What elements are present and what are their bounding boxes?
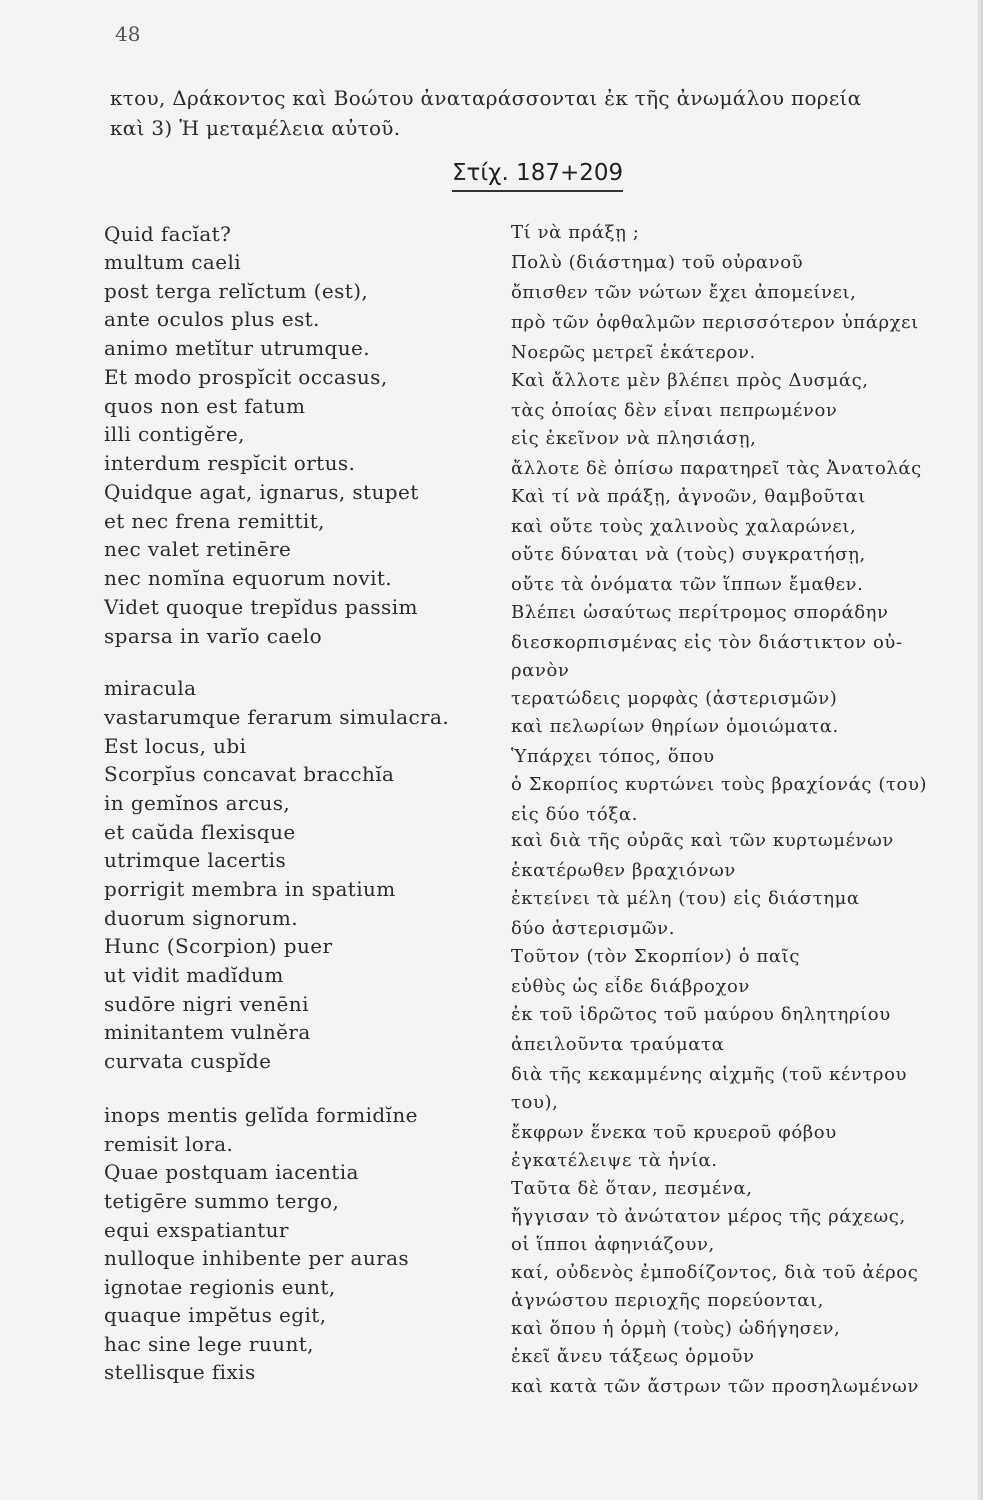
latin-verse-line: in gemĭnos arcus, xyxy=(104,791,291,815)
greek-translation-line: εἰς ἐκεῖνον νὰ πλησιάσῃ, xyxy=(511,428,757,449)
greek-translation-line: καὶ κατὰ τῶν ἄστρων τῶν προσηλωμένων xyxy=(511,1376,919,1397)
greek-translation-line: τερατώδεις μορφὰς (ἀστερισμῶν) xyxy=(511,688,838,709)
latin-verse-line: et nec frena remittit, xyxy=(104,509,325,533)
greek-translation-line: πρὸ τῶν ὀφθαλμῶν περισσότερον ὑπάρχει xyxy=(511,312,919,333)
greek-translation-line: καὶ οὔτε τοὺς χαλινοὺς χαλαρώνει, xyxy=(511,516,857,537)
latin-verse-line: curvata cuspĭde xyxy=(104,1049,272,1073)
latin-verse-line: Quid facĭat? xyxy=(104,222,232,246)
latin-verse-line: multum caeli xyxy=(104,250,242,274)
greek-translation-line: Νοερῶς μετρεῖ ἑκάτερον. xyxy=(511,342,756,363)
greek-translation-line: Τί νὰ πράξῃ ; xyxy=(511,222,640,243)
latin-verse-line: et caŭda flexisque xyxy=(104,820,296,844)
latin-verse-line: Scorpĭus concavat bracchĭa xyxy=(104,762,395,786)
latin-verse-line: quaque impĕtus egit, xyxy=(104,1303,327,1327)
latin-verse-line: vastarumque ferarum simulacra. xyxy=(104,705,450,729)
greek-translation-line: Καὶ ἄλλοτε μὲν βλέπει πρὸς Δυσμάς, xyxy=(511,370,869,391)
latin-verse-line: inops mentis gelĭda formidĭne xyxy=(104,1103,418,1127)
latin-verse-line: Videt quoque trepĭdus passim xyxy=(104,595,418,619)
latin-verse-line: Hunc (Scorpion) puer xyxy=(104,934,333,958)
greek-translation-line: οὔτε τὰ ὀνόματα τῶν ἵππων ἔμαθεν. xyxy=(511,574,864,595)
latin-verse-line: tetigēre summo tergo, xyxy=(104,1189,340,1213)
greek-translation-line: ἐκεῖ ἄνευ τάξεως ὁρμοῦν xyxy=(511,1346,755,1367)
intro-line: κτου, Δράκοντος καὶ Βοώτου ἀναταράσσονται ἐκ τῆς ἀνωμάλου πορεία xyxy=(110,86,862,110)
latin-verse-line: Et modo prospĭcit occasus, xyxy=(104,365,388,389)
latin-verse-line: hac sine lege ruunt, xyxy=(104,1332,314,1356)
page-edge xyxy=(977,0,983,1500)
latin-verse-line: minitantem vulnĕra xyxy=(104,1020,311,1044)
latin-verse-line: nulloque inhibente per auras xyxy=(104,1246,410,1270)
greek-translation-line: του), xyxy=(511,1092,559,1113)
latin-verse-line: duorum signorum. xyxy=(104,906,299,930)
greek-translation-line: Καὶ τί νὰ πράξῃ, ἀγνοῶν, θαμβοῦται xyxy=(511,486,866,507)
greek-translation-line: ἀγνώστου περιοχῆς πορεύονται, xyxy=(511,1290,824,1311)
greek-translation-line: ὁ Σκορπίος κυρτώνει τοὺς βραχίονάς (του) xyxy=(511,774,928,795)
greek-translation-line: ρανὸν xyxy=(511,660,570,681)
latin-verse-line: porrigit membra in spatium xyxy=(104,877,396,901)
greek-translation-line: ἔκφρων ἕνεκα τοῦ κρυεροῦ φόβου xyxy=(511,1122,837,1143)
intro-line: καὶ 3) Ἡ μεταμέλεια αὐτοῦ. xyxy=(110,116,401,140)
latin-verse-line: post terga relĭctum (est), xyxy=(104,279,369,303)
latin-verse-line: utrimque lacertis xyxy=(104,848,287,872)
latin-verse-line: stellisque fixis xyxy=(104,1360,256,1384)
page-number: 48 xyxy=(115,22,141,46)
greek-translation-line: ἐκ τοῦ ἱδρῶτος τοῦ μαύρου δηλητηρίου xyxy=(511,1004,891,1025)
greek-translation-line: οὔτε δύναται νὰ (τοὺς) συγκρατήσῃ, xyxy=(511,544,866,565)
latin-verse-line: interdum respĭcit ortus. xyxy=(104,451,356,475)
latin-verse-line: sudōre nigri venēni xyxy=(104,992,309,1016)
greek-translation-line: Τοῦτον (τὸν Σκορπίον) ὁ παῖς xyxy=(511,946,801,967)
greek-translation-line: εὐθὺς ὡς εἶδε διάβροχον xyxy=(511,976,750,997)
section-heading: Στίχ. 187+209 xyxy=(452,160,623,192)
greek-translation-line: καὶ πελωρίων θηρίων ὁμοιώματα. xyxy=(511,716,839,737)
greek-translation-line: Πολὺ (διάστημα) τοῦ οὐρανοῦ xyxy=(511,252,804,273)
latin-verse-line: ignotae regionis eunt, xyxy=(104,1275,336,1299)
greek-translation-line: καὶ ὅπου ἡ ὁρμὴ (τοὺς) ὡδήγησεν, xyxy=(511,1318,841,1339)
latin-verse-line: ante oculos plus est. xyxy=(104,307,320,331)
greek-translation-line: ἐκτείνει τὰ μέλη (του) εἰς διάστημα xyxy=(511,888,860,909)
latin-verse-line: sparsa in varĭo caelo xyxy=(104,624,323,648)
greek-translation-line: ἐγκατέλειψε τὰ ἡνία. xyxy=(511,1150,718,1171)
greek-translation-line: εἰς δύο τόξα. xyxy=(511,804,638,825)
latin-verse-line: Quidque agat, ignarus, stupet xyxy=(104,480,419,504)
latin-verse-line: miracula xyxy=(104,676,197,700)
greek-translation-line: Βλέπει ὡσαύτως περίτρομος σποράδην xyxy=(511,602,889,623)
latin-verse-line: remisit lora. xyxy=(104,1132,234,1156)
latin-verse-line: Quae postquam iacentia xyxy=(104,1160,359,1184)
greek-translation-line: ὄπισθεν τῶν νώτων ἔχει ἀπομείνει, xyxy=(511,282,857,303)
greek-translation-line: διεσκορπισμένας εἰς τὸν διάστικτον οὐ- xyxy=(511,632,903,653)
greek-translation-line: οἱ ἵπποι ἀφηνιάζουν, xyxy=(511,1234,715,1255)
latin-verse-line: ut vidit madĭdum xyxy=(104,963,284,987)
greek-translation-line: τὰς ὁποίας δὲν εἶναι πεπρωμένον xyxy=(511,400,838,421)
greek-translation-line: καί, οὐδενὸς ἐμποδίζοντος, διὰ τοῦ ἀέρος xyxy=(511,1262,919,1283)
latin-verse-line: illi contigĕre, xyxy=(104,422,245,446)
latin-verse-line: nec nomĭna equorum novit. xyxy=(104,566,393,590)
latin-verse-line: animo metĭtur utrumque. xyxy=(104,336,371,360)
latin-verse-line: equi exspatiantur xyxy=(104,1218,289,1242)
greek-translation-line: δύο ἀστερισμῶν. xyxy=(511,918,676,939)
greek-translation-line: ἀπειλοῦντα τραύματα xyxy=(511,1034,725,1055)
greek-translation-line: ἄλλοτε δὲ ὀπίσω παρατηρεῖ τὰς Ἀνατολάς xyxy=(511,458,922,479)
latin-verse-line: Est locus, ubi xyxy=(104,734,247,758)
greek-translation-line: Ταῦτα δὲ ὅταν, πεσμένα, xyxy=(511,1178,753,1199)
greek-translation-line: Ὑπάρχει τόπος, ὅπου xyxy=(511,746,715,767)
latin-verse-line: quos non est fatum xyxy=(104,394,306,418)
latin-verse-line: nec valet retinēre xyxy=(104,537,292,561)
greek-translation-line: ἑκατέρωθεν βραχιόνων xyxy=(511,860,736,881)
greek-translation-line: διὰ τῆς κεκαμμένης αἰχμῆς (τοῦ κέντρου xyxy=(511,1064,908,1085)
greek-translation-line: καὶ διὰ τῆς οὐρᾶς καὶ τῶν κυρτωμένων xyxy=(511,830,894,851)
greek-translation-line: ἤγγισαν τὸ ἀνώτατον μέρος τῆς ράχεως, xyxy=(511,1206,906,1227)
